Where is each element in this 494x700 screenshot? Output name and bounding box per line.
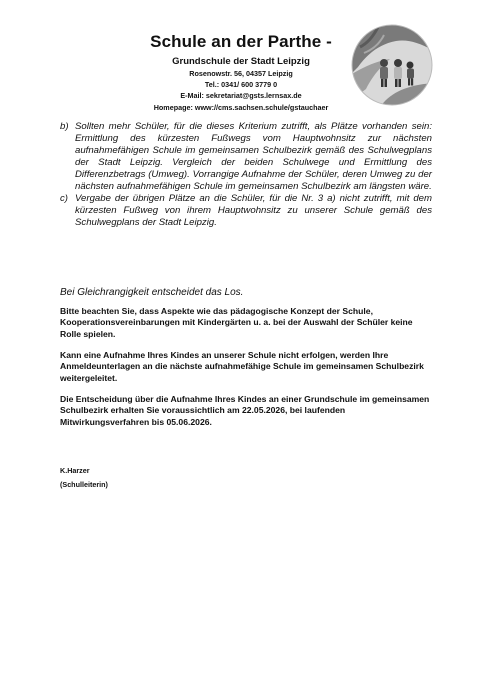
criterion-marker: c) bbox=[60, 193, 68, 205]
tie-break-note: Bei Gleichrangigkeit entscheidet das Los. bbox=[60, 287, 244, 298]
criterion-b bbox=[60, 121, 432, 192]
letterhead bbox=[110, 32, 372, 113]
criterion-text: Vergabe der übrigen Plätze an die Schüler, für die Nr. 3 a) nicht zutrifft, mit dem kürzesten Fußweg von ihrem Hauptwohnsitz zu unserer Schule gemäß des Schulwegplans der Stadt Leipzig. bbox=[75, 193, 432, 229]
admission-criteria-list bbox=[60, 121, 432, 229]
school-email: E-Mail: sekretariat@gsts.lernsax.de bbox=[180, 91, 302, 101]
signatory-role: (Schulleiterin) bbox=[60, 480, 108, 489]
school-subtitle: Grundschule der Stadt Leipzig bbox=[172, 56, 310, 67]
criterion-marker: b) bbox=[60, 121, 69, 132]
criterion-text: Sollten mehr Schüler, für die dieses Kriterium zutrifft, als Plätze vorhanden sein: Ermittlung des kürzesten Fußwegs vom Hauptwohnsitz zur nächsten aufnahmefähigen Schule im gemeinsamen Schulbezirk gemäß des Schulwegplans der Stadt Leipzig. Vergleich der beiden Schulwege und Ermittlung des Differenzbetrags (Umweg). Vorrangige Aufnahme der Schüler, deren Umweg zu der nächsten aufnahmefähigen Schule im gemeinsamen Schulbezirk am längsten wäre. bbox=[75, 121, 432, 192]
school-address: Rosenowstr. 56, 04357 Leipzig bbox=[189, 69, 293, 78]
signatory-name: K.Harzer bbox=[60, 466, 90, 475]
paragraph-forwarding: Kann eine Aufnahme Ihres Kindes an unserer Schule nicht erfolgen, werden Ihre Anmeldeunterlagen an die nächste aufnahmefähige Schule im gemeinsamen Schulbezirk weitergeleitet. bbox=[60, 350, 424, 383]
paragraph-aspects: Bitte beachten Sie, dass Aspekte wie das pädagogische Konzept der Schule, Kooperationsvereinbarungen mit Kindergärten u. a. bei der Auswahl der Schüler keine Rolle spielen. bbox=[60, 306, 413, 339]
school-phone: Tel.: 0341/ 600 3779 0 bbox=[204, 80, 278, 90]
school-name: Schule an der Parthe - bbox=[150, 32, 332, 51]
school-homepage: Homepage: www://cms.sachsen.schule/gstauchaer bbox=[153, 102, 329, 112]
school-logo bbox=[350, 23, 434, 107]
signature-block bbox=[60, 464, 108, 492]
criterion-c bbox=[60, 193, 432, 229]
paragraph-decision-date: Die Entscheidung über die Aufnahme Ihres Kindes an einer Grundschule im gemeinsamen Schulbezirk erhalten Sie voraussichtlich am 22.05.2026, bei laufenden Mitwirkungsverfahren bis 05.06.2026. bbox=[60, 394, 430, 427]
